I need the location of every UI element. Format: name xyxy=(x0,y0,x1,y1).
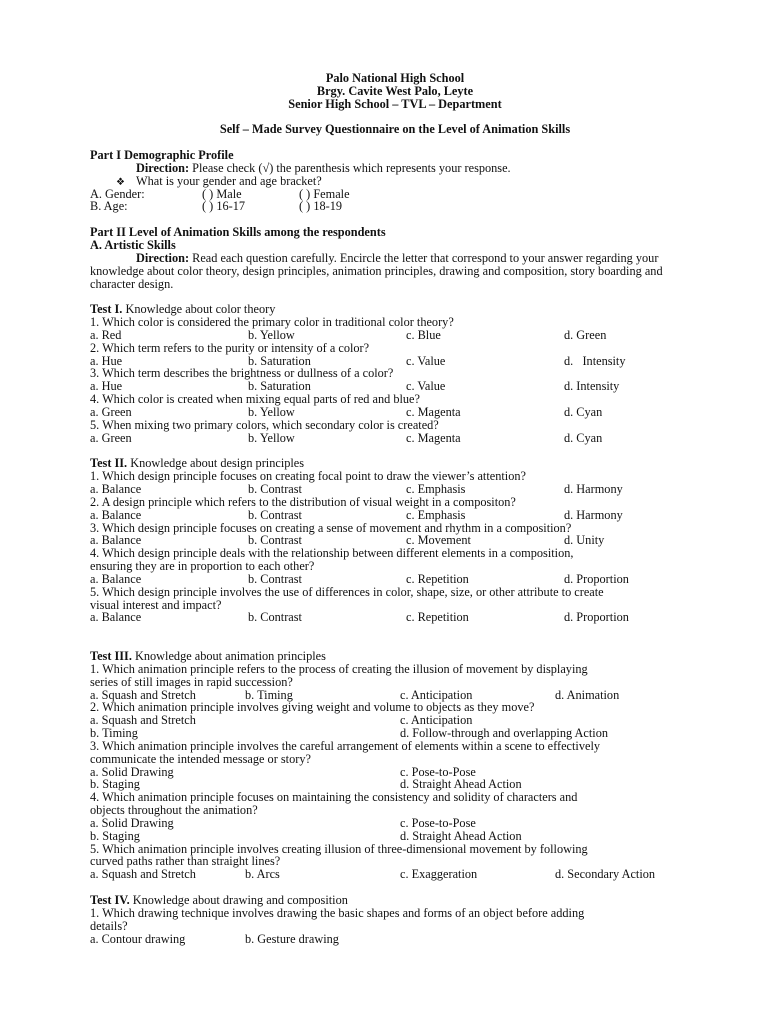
school-name: Palo National High School xyxy=(325,71,465,85)
options-row xyxy=(90,432,700,445)
test-topic: Knowledge about drawing and composition xyxy=(132,893,348,907)
option-d[interactable]: d. Green xyxy=(564,327,607,342)
option-c[interactable]: c. Repetition xyxy=(406,610,469,625)
direction-label: Direction: xyxy=(136,250,190,265)
option-a[interactable]: a. Hue xyxy=(90,353,123,368)
survey-document xyxy=(90,72,700,945)
option-a[interactable]: a. Contour drawing xyxy=(90,931,186,946)
option-b[interactable]: b. Yellow xyxy=(248,327,295,342)
option-b[interactable]: b. Yellow xyxy=(248,404,295,419)
gender-option-female[interactable]: ( ) Female xyxy=(299,186,350,201)
test4-heading xyxy=(90,894,700,907)
option-a[interactable]: a. Solid Drawing xyxy=(90,764,174,779)
option-a[interactable]: a. Squash and Stretch xyxy=(90,687,196,702)
option-c[interactable]: c. Value xyxy=(406,353,446,368)
question: 3. Which design principle focuses on creating a sense of movement and rhythm in a composition? xyxy=(90,520,572,535)
option-c[interactable]: c. Magenta xyxy=(406,404,461,419)
part1-question xyxy=(90,175,700,188)
option-b[interactable]: b. Contrast xyxy=(248,482,302,496)
option-a[interactable]: a. Balance xyxy=(90,533,142,548)
direction-label: Direction: xyxy=(136,160,190,175)
question-continued: series of still images in rapid succession? xyxy=(90,674,293,689)
option-c[interactable]: c. Value xyxy=(406,379,446,394)
option-d[interactable]: d. Cyan xyxy=(564,430,603,445)
question-continued: details? xyxy=(90,918,128,933)
option-d[interactable]: d. Harmony xyxy=(564,507,623,522)
option-b[interactable]: b. Timing xyxy=(90,726,138,741)
part2-subheading: A. Artistic Skills xyxy=(90,237,176,252)
option-d[interactable]: d. Animation xyxy=(555,687,620,702)
options-row xyxy=(90,868,700,881)
option-a[interactable]: a. Green xyxy=(90,430,132,445)
question: 1. Which drawing technique involves drawing the basic shapes and forms of an object before adding xyxy=(90,905,585,920)
options-row xyxy=(90,483,700,496)
option-a[interactable]: a. Green xyxy=(90,404,132,419)
question: 5. Which animation principle involves creating illusion of three-dimensional movement by following xyxy=(90,841,588,856)
options-row xyxy=(90,406,700,419)
option-a[interactable]: a. Balance xyxy=(90,610,142,625)
question: 2. Which term refers to the purity or intensity of a color? xyxy=(90,340,370,355)
option-d[interactable]: d. Secondary Action xyxy=(555,867,656,882)
age-row xyxy=(90,200,700,213)
option-a[interactable]: a. Squash and Stretch xyxy=(90,713,196,728)
option-d[interactable]: d. Cyan xyxy=(564,404,603,419)
department-name: Senior High School – TVL – Department xyxy=(288,96,502,111)
option-d[interactable]: d. Intensity xyxy=(564,353,626,368)
option-d[interactable]: d. Proportion xyxy=(564,610,629,625)
option-b[interactable]: b. Saturation xyxy=(248,353,311,368)
options-row xyxy=(90,830,700,843)
options-row xyxy=(90,766,700,779)
options-row xyxy=(90,573,700,586)
option-a[interactable]: a. Red xyxy=(90,327,122,342)
option-a[interactable]: a. Hue xyxy=(90,379,123,394)
question-continued: communicate the intended message or story? xyxy=(90,751,311,766)
question: 4. Which color is created when mixing equal parts of red and blue? xyxy=(90,392,420,407)
question-continued: visual interest and impact? xyxy=(90,597,222,612)
options-row xyxy=(90,714,700,727)
gender-option-male[interactable]: ( ) Male xyxy=(202,186,242,201)
age-option-16-17[interactable]: ( ) 16-17 xyxy=(202,199,246,214)
option-d[interactable]: d. Intensity xyxy=(564,379,620,394)
part2-direction xyxy=(90,252,700,291)
bullet-icon: ❖ xyxy=(116,176,125,188)
option-a[interactable]: a. Squash and Stretch xyxy=(90,867,196,882)
option-c[interactable]: c. Pose-to-Pose xyxy=(400,764,476,779)
option-c[interactable]: c. Emphasis xyxy=(406,482,466,496)
option-b[interactable]: b. Yellow xyxy=(248,430,295,445)
question: 1. Which design principle focuses on creating focal point to draw the viewer’s attention? xyxy=(90,469,526,484)
option-c[interactable]: c. Movement xyxy=(406,533,471,548)
option-b[interactable]: b. Contrast xyxy=(248,533,302,548)
question: 3. Which term describes the brightness or dullness of a color? xyxy=(90,366,394,381)
question: 5. When mixing two primary colors, which secondary color is created? xyxy=(90,417,439,432)
question: 4. Which design principle deals with the relationship between different elements in a composition, xyxy=(90,546,574,561)
test-topic: Knowledge about design principles xyxy=(130,456,305,471)
gender-label: A. Gender: xyxy=(90,186,145,201)
test-topic: Knowledge about color theory xyxy=(125,302,276,317)
question: 2. Which animation principle involves giving weight and volume to objects as they move? xyxy=(90,700,535,715)
question-continued: objects throughout the animation? xyxy=(90,803,258,818)
age-option-18-19[interactable]: ( ) 18-19 xyxy=(299,199,343,214)
test-label: Test IV. xyxy=(90,893,130,907)
question: 4. Which animation principle focuses on maintaining the consistency and solidity of characters and xyxy=(90,790,578,805)
part2-heading: Part II Level of Animation Skills among the respondents xyxy=(90,225,386,240)
option-c[interactable]: c. Anticipation xyxy=(400,713,473,728)
option-b[interactable]: b. Saturation xyxy=(248,379,311,394)
options-row xyxy=(90,933,700,946)
options-row xyxy=(90,534,700,547)
direction-text: Please check (√) the parenthesis which represents your response. xyxy=(192,160,511,175)
option-c[interactable]: c. Emphasis xyxy=(406,507,466,522)
options-row xyxy=(90,509,700,522)
question: 5. Which design principle involves the use of differences in color, shape, size, or other attribute to create xyxy=(90,584,604,599)
test-label: Test I. xyxy=(90,302,123,317)
options-row xyxy=(90,727,700,740)
option-a[interactable]: a. Solid Drawing xyxy=(90,815,174,830)
option-d[interactable]: d. Proportion xyxy=(564,571,629,586)
test3-heading xyxy=(90,650,700,663)
option-c[interactable]: c. Magenta xyxy=(406,430,461,445)
question-text: What is your gender and age bracket? xyxy=(136,173,322,188)
option-d[interactable]: d. Harmony xyxy=(564,482,623,496)
part1-heading: Part I Demographic Profile xyxy=(90,148,234,163)
option-d[interactable]: d. Straight Ahead Action xyxy=(400,777,522,792)
question-continued: ensuring they are in proportion to each other? xyxy=(90,559,315,574)
option-a[interactable]: a. Balance xyxy=(90,571,142,586)
option-c[interactable]: c. Repetition xyxy=(406,571,469,586)
gender-row xyxy=(90,188,700,201)
test-label: Test III. xyxy=(90,648,132,663)
options-row xyxy=(90,380,700,393)
option-d[interactable]: d. Follow-through and overlapping Action xyxy=(400,726,608,741)
options-row xyxy=(90,355,700,368)
option-a[interactable]: a. Balance xyxy=(90,482,142,496)
option-a[interactable]: a. Balance xyxy=(90,507,142,522)
question-continued: curved paths rather than straight lines? xyxy=(90,854,281,869)
test-topic: Knowledge about animation principles xyxy=(135,648,326,663)
option-c[interactable]: c. Anticipation xyxy=(400,687,473,702)
option-c[interactable]: c. Pose-to-Pose xyxy=(400,815,476,830)
option-d[interactable]: d. Straight Ahead Action xyxy=(400,828,522,843)
survey-title: Self – Made Survey Questionnaire on the Level of Animation Skills xyxy=(219,122,571,137)
options-row xyxy=(90,611,700,624)
question: 3. Which animation principle involves the careful arrangement of elements within a scene to effectively xyxy=(90,738,601,753)
options-row xyxy=(90,689,700,702)
option-b[interactable]: b. Timing xyxy=(245,687,293,702)
age-label: B. Age: xyxy=(90,199,128,214)
options-row xyxy=(90,778,700,791)
option-b[interactable]: b. Arcs xyxy=(245,867,280,882)
question: 1. Which animation principle refers to the process of creating the illusion of movement by displaying xyxy=(90,661,588,676)
options-row xyxy=(90,817,700,830)
school-address: Brgy. Cavite West Palo, Leyte xyxy=(316,83,474,98)
test-label: Test II. xyxy=(90,456,128,471)
option-b[interactable]: b. Staging xyxy=(90,828,140,843)
options-row xyxy=(90,329,700,342)
question: 2. A design principle which refers to the distribution of visual weight in a compositon? xyxy=(90,494,516,509)
option-b[interactable]: b. Contrast xyxy=(248,610,302,625)
option-b[interactable]: b. Staging xyxy=(90,777,140,792)
option-c[interactable]: c. Blue xyxy=(406,327,441,342)
direction-text: Read each question carefully. Encircle the letter that correspond to your answer regarding your knowledge about color theory, design principles, animation principles, drawing and composition, story boarding and character design. xyxy=(90,250,663,291)
option-d[interactable]: d. Unity xyxy=(564,533,605,548)
question: 1. Which color is considered the primary color in traditional color theory? xyxy=(90,315,454,330)
option-b[interactable]: b. Contrast xyxy=(248,571,302,586)
option-b[interactable]: b. Contrast xyxy=(248,507,302,522)
option-b[interactable]: b. Gesture drawing xyxy=(245,931,339,946)
option-c[interactable]: c. Exaggeration xyxy=(400,867,478,882)
